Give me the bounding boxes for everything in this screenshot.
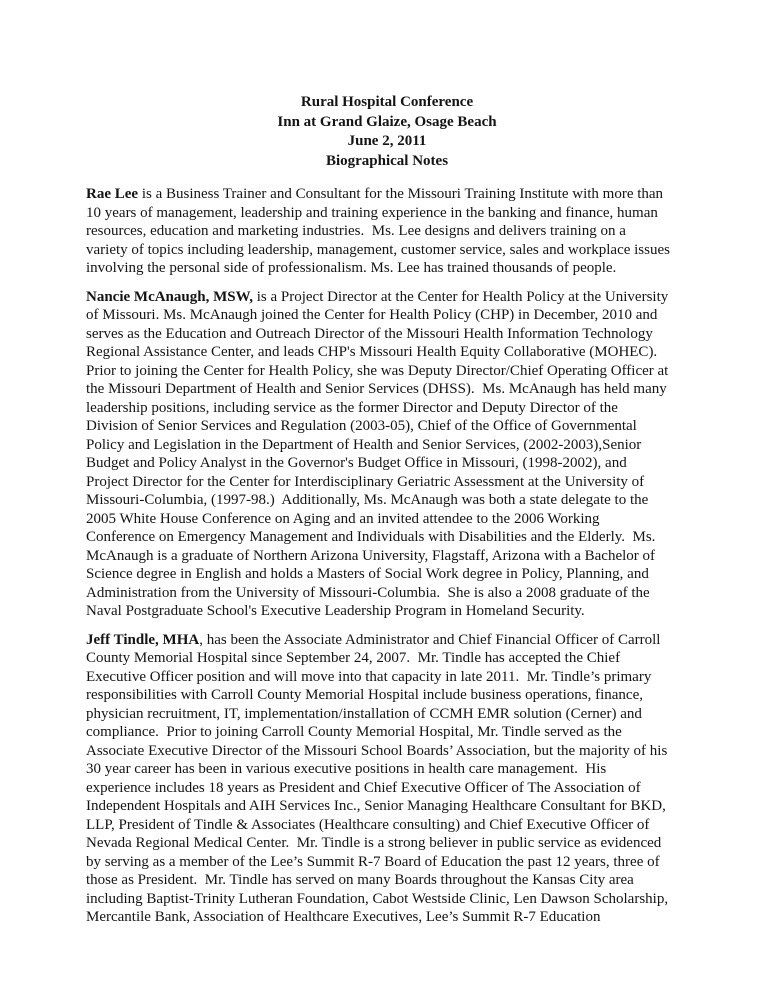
bio-text-line: Executive Officer position and will move into that capacity in late 2011. Mr. Tindle’s primary [86, 668, 652, 685]
bio-text-line: Administration from the University of Missouri-Columbia. She is also a 2008 graduate of the [86, 584, 650, 601]
bio-body-lines [86, 649, 688, 927]
bio-text-line: involving the personal side of professionalism. Ms. Lee has trained thousands of people. [86, 260, 617, 276]
bio-text-line: responsibilities with Carroll County Memorial Hospital include business operations, finance, [86, 687, 643, 703]
bio-text-line: by serving as a member of the Lee’s Summit R-7 Board of Education the past 12 years, three of [86, 853, 660, 870]
bio-text-line: Associate Executive Director of the Missouri School Boards’ Association, but the majority of his [86, 742, 668, 759]
bio-text-line: Regional Assistance Center, and leads CHP's Missouri Health Equity Collaborative (MOHEC). [86, 344, 658, 360]
bio-text-line: physician recruitment, IT, implementation/installation of CCMH EMR solution (Cerner) and [86, 705, 642, 722]
bio-text-line: Prior to joining the Center for Health Policy, she was Deputy Director/Chief Operating Officer at [86, 362, 669, 379]
bio-text-line: variety of topics including leadership, management, customer service, sales and workplace issues [86, 241, 670, 258]
bio-text-line: 30 year career has been in various executive positions in health care management. His [86, 761, 607, 777]
bio-text-line: of Missouri. Ms. McAnaugh joined the Center for Health Policy (CHP) in December, 2010 and [86, 307, 658, 323]
bio-text-line: 10 years of management, leadership and training experience in the banking and finance, human [86, 204, 658, 221]
conference-date: June 2, 2011 [347, 133, 427, 149]
bio-text-line: experience includes 18 years as President and Chief Executive Officer of The Association of [86, 779, 641, 796]
bio-rae-lee [86, 185, 688, 278]
bio-text-line: McAnaugh is a graduate of Northern Arizona University, Flagstaff, Arizona with a Bachelor of [86, 547, 656, 564]
bio-text-line: Nevada Regional Medical Center. Mr. Tindle is a strong believer in public service as evidenced [86, 835, 662, 851]
bio-text: is a Business Trainer and Consultant for the Missouri Training Institute with more than [138, 186, 664, 202]
bio-text: is a Project Director at the Center for Health Policy at the University [252, 288, 669, 305]
conference-title: Rural Hospital Conference [300, 94, 474, 110]
bio-text-line: Policy and Legislation in the Department of Health and Senior Services, (2002-2003),Senior [86, 436, 642, 453]
bio-text-line: Division of Senior Services and Regulation (2003-05), Chief of the Office of Governmental [86, 418, 637, 434]
bio-text-line: Independent Hospitals and AIH Services Inc., Senior Managing Healthcare Consultant for BKD, [86, 798, 666, 814]
document-header [86, 93, 688, 171]
bio-text: , has been the Associate Administrator and Chief Financial Officer of Carroll [199, 631, 661, 648]
bio-nancie-mcanaugh [86, 288, 688, 621]
bio-text-line: Mercantile Bank, Association of Healthcare Executives, Lee’s Summit R-7 Education [86, 909, 601, 925]
bio-text-line: Missouri-Columbia, (1997-98.) Additionally, Ms. McAnaugh was both a state delegate to the [86, 492, 649, 508]
bio-text-line: the Missouri Department of Health and Senior Services (DHSS). Ms. McAnaugh has held many [86, 381, 667, 397]
bio-text-line: Science degree in English and holds a Masters of Social Work degree in Policy, Planning, and [86, 566, 649, 582]
person-name: Rae Lee [86, 186, 139, 202]
bio-first-line [86, 631, 688, 650]
bio-text-line: County Memorial Hospital since September 24, 2007. Mr. Tindle has accepted the Chief [86, 650, 621, 666]
bio-text-line: LLP, President of Tindle & Associates (Healthcare consulting) and Chief Executive Officer of [86, 816, 650, 833]
bio-first-line [86, 288, 688, 307]
bio-text-line: Naval Postgraduate School's Executive Leadership Program in Homeland Security. [86, 603, 585, 619]
bio-text-line: Project Director for the Center for Interdisciplinary Geriatric Assessment at the University of [86, 473, 645, 490]
bio-jeff-tindle [86, 631, 688, 927]
person-name: Nancie McAnaugh, MSW, [86, 288, 253, 305]
bio-text-line: resources, education and marketing industries. Ms. Lee designs and delivers training on a [86, 223, 626, 239]
bio-first-line [86, 185, 688, 204]
bio-text-line: compliance. Prior to joining Carroll County Memorial Hospital, Mr. Tindle served as the [86, 724, 622, 740]
bio-text-line: leadership positions, including service as the former Director and Deputy Director of the [86, 399, 618, 416]
bio-text-line: Budget and Policy Analyst in the Governor's Budget Office in Missouri, (1998-2002), and [86, 455, 627, 471]
bio-body-lines [86, 204, 688, 278]
bio-text-line: 2005 White House Conference on Aging and an invited attendee to the 2006 Working [86, 510, 600, 527]
person-name: Jeff Tindle, MHA [86, 631, 200, 648]
document-type: Biographical Notes [325, 152, 449, 169]
bio-text-line: those as President. Mr. Tindle has served on many Boards throughout the Kansas City area [86, 872, 634, 888]
bio-body-lines [86, 306, 688, 621]
bio-text-line: Conference on Emergency Management and Individuals with Disabilities and the Elderly. Ms. [86, 529, 656, 545]
conference-venue: Inn at Grand Glaize, Osage Beach [277, 113, 497, 130]
bio-text-line: including Baptist-Trinity Lutheran Foundation, Cabot Westside Clinic, Len Dawson Scholarship, [86, 890, 669, 907]
bio-text-line: serves as the Education and Outreach Director of the Missouri Health Information Technology [86, 325, 653, 342]
